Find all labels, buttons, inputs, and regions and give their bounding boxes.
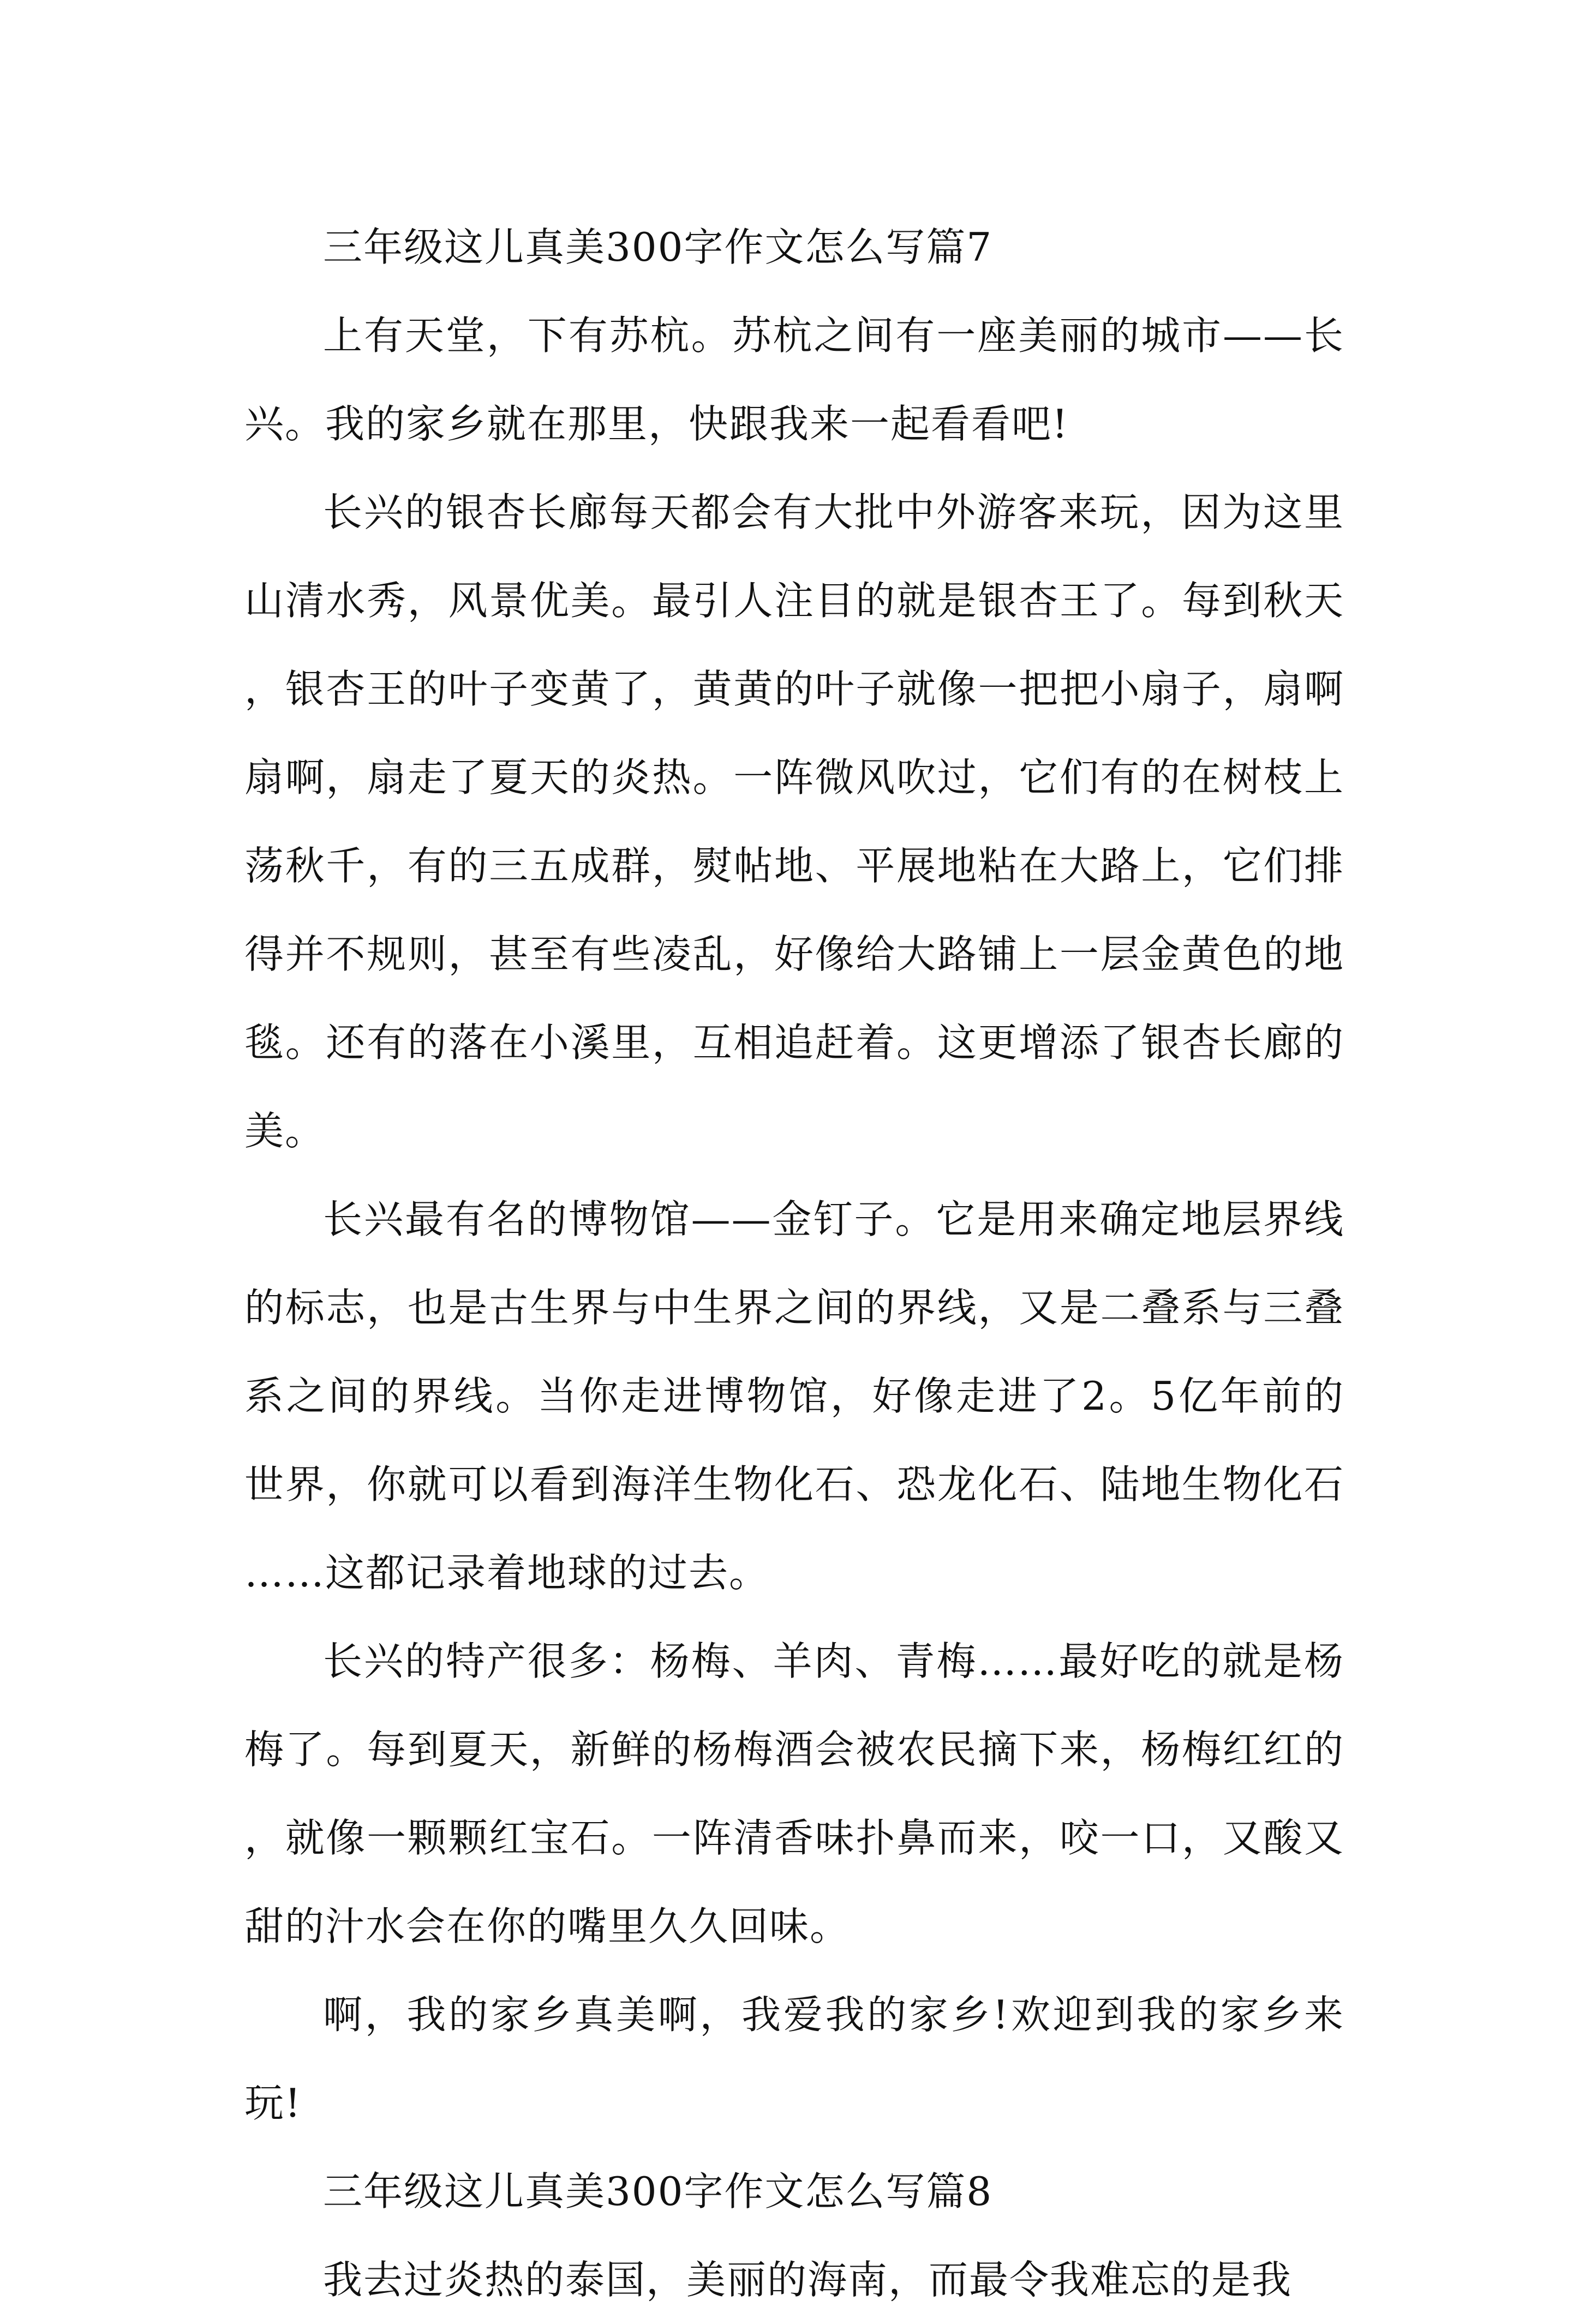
- article-heading-8: 三年级这儿真美300字作文怎么写篇8: [323, 2169, 993, 2214]
- document-body: [244, 203, 1344, 2324]
- paragraph-article-8-start: 我去过炎热的泰国，美丽的海南，而最令我难忘的是我: [323, 2257, 1293, 2303]
- paragraph-golden-spike-museum: 长兴最有名的博物馆——金钉子。它是用来确定地层界线的标志，也是古生界与中生界之间的界线，又是二叠系与三叠系之间的界线。当你走进博物馆，好像走进了2。5亿年前的世界，你就可以看到海洋生物化石、恐龙化石、陆地生物化石……这都记录着地球的过去。: [244, 1196, 1344, 1596]
- paragraph-intro: 上有天堂，下有苏杭。苏杭之间有一座美丽的城市——长兴。我的家乡就在那里，快跟我来一起看看吧!: [244, 313, 1344, 447]
- article-heading-7: 三年级这儿真美300字作文怎么写篇7: [323, 224, 993, 270]
- paragraph-local-specialties: 长兴的特产很多：杨梅、羊肉、青梅……最好吃的就是杨梅了。每到夏天，新鲜的杨梅酒会被农民摘下来，杨梅红红的，就像一颗颗红宝石。一阵清香味扑鼻而来，咬一口，又酸又甜的汁水会在你的嘴里久久回味。: [244, 1638, 1344, 1949]
- paragraph-ginkgo-corridor: 长兴的银杏长廊每天都会有大批中外游客来玩，因为这里山清水秀，风景优美。最引人注目的就是银杏王了。每到秋天，银杏王的叶子变黄了，黄黄的叶子就像一把把小扇子，扇啊扇啊，扇走了夏天的炎热。一阵微风吹过，它们有的在树枝上荡秋千，有的三五成群，熨帖地、平展地粘在大路上，它们排得并不规则，甚至有些凌乱，好像给大路铺上一层金黄色的地毯。还有的落在小溪里，互相追赶着。这更增添了银杏长廊的美。: [244, 489, 1344, 1154]
- paragraph-conclusion: 啊，我的家乡真美啊，我爱我的家乡!欢迎到我的家乡来玩!: [244, 1992, 1344, 2126]
